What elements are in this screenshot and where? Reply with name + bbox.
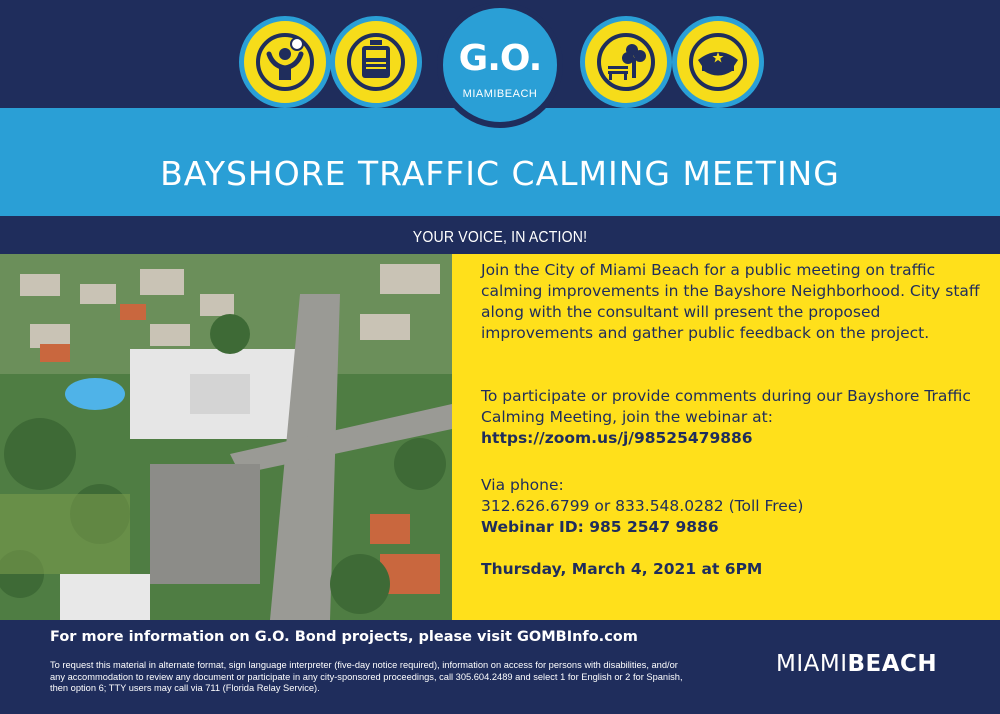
more-info-text: For more information on G.O. Bond projects, please visit GOMBInfo.com (50, 629, 638, 645)
child-play-icon (239, 16, 331, 108)
meeting-date-time: Thursday, March 4, 2021 at 6PM (481, 560, 763, 578)
webinar-id: Webinar ID: 985 2547 9886 (481, 518, 719, 536)
logo-miami: MIAMI (776, 651, 848, 677)
fire-truck-icon (330, 16, 422, 108)
accessibility-fine-print: To request this material in alternate format, sign language interpreter (five-day notice required), information on access for persons with disabilities, and/or any accommodation to review any document or participate in any city-sponsored proceedings, call 305.604.2489 and select 1 for English or 2 for Spanish, then option 6; TTY users may call via 711 (Florida Relay Service). (50, 660, 683, 693)
participate-paragraph (481, 386, 981, 449)
park-bench-tree-icon (580, 16, 672, 108)
logo-main-text: G.O. (458, 38, 542, 79)
logo-sub-text: MIAMIBEACH (462, 88, 538, 100)
police-cap-icon (672, 16, 764, 108)
logo-beach: BEACH (847, 651, 938, 677)
phone-numbers: 312.626.6799 or 833.548.0282 (Toll Free) (481, 497, 804, 515)
intro-paragraph: Join the City of Miami Beach for a public meeting on traffic calming improvements in the Bayshore Neighborhood. City staff along with the consultant will present the proposed improvements and gather public feedback on the project. (481, 261, 980, 342)
go-bond-logo (437, 2, 563, 128)
tagline-band (0, 216, 1000, 254)
participate-text: To participate or provide comments during our Bayshore Traffic Calming Meeting, join the webinar at: (481, 387, 971, 426)
aerial-neighborhood-photo (0, 254, 452, 620)
page-title: BAYSHORE TRAFFIC CALMING MEETING (160, 154, 840, 193)
webinar-link[interactable]: https://zoom.us/j/98525479886 (481, 429, 753, 447)
tagline: YOUR VOICE, IN ACTION! (412, 229, 588, 246)
info-panel (452, 254, 1000, 620)
phone-label: Via phone: (481, 476, 564, 494)
footer (0, 620, 1000, 714)
miami-beach-logo (776, 651, 937, 677)
